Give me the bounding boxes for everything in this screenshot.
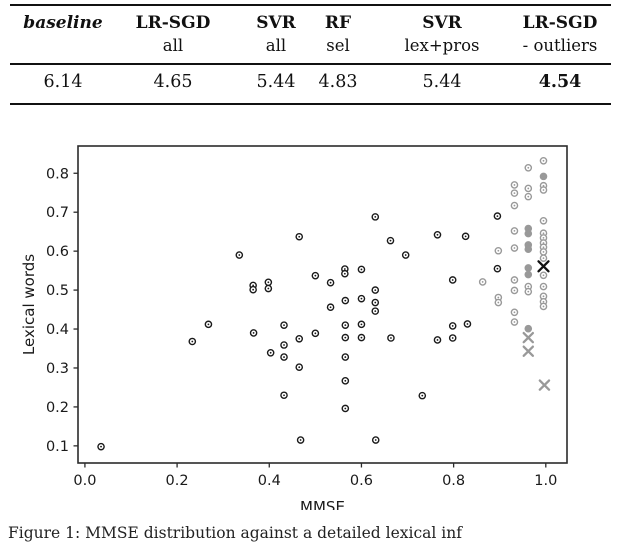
table-header-lr-sgd-outliers xyxy=(523,12,598,57)
gray-circles-marker-dot xyxy=(543,237,545,239)
gray-circles-marker-dot xyxy=(514,192,516,194)
black-circles-marker-dot xyxy=(405,254,407,256)
gray-x-marker xyxy=(540,381,549,390)
black-circles-marker-dot xyxy=(344,356,346,358)
black-circles-marker-dot xyxy=(452,279,454,281)
gray-circles-marker-dot xyxy=(543,232,545,234)
gray-circles-marker-dot xyxy=(543,160,545,162)
header-line1: SVR xyxy=(422,13,462,33)
header-line1: baseline xyxy=(23,13,103,33)
black-circles-marker-dot xyxy=(467,323,469,325)
plot-spines xyxy=(78,146,567,463)
figure-caption: Figure 1: MMSE distribution against a detailed lexical inf xyxy=(8,524,462,542)
gray-circles-marker xyxy=(525,246,531,252)
black-circles-marker-dot xyxy=(497,215,499,217)
gray-circles-marker-dot xyxy=(514,279,516,281)
black-circles-marker-dot xyxy=(344,268,346,270)
black-circles-marker-dot xyxy=(344,324,346,326)
header-line1: LR-SGD xyxy=(522,13,598,33)
gray-circles-marker-dot xyxy=(543,251,545,253)
black-circles-marker-dot xyxy=(283,394,285,396)
black-circles-marker-dot xyxy=(375,439,377,441)
black-circles-marker-dot xyxy=(314,332,316,334)
scatter-plot xyxy=(0,130,618,510)
black-circles-marker-dot xyxy=(374,289,376,291)
table-value-0: 6.14 xyxy=(43,72,83,92)
black-circles-marker-dot xyxy=(344,408,346,410)
table-value-1: 4.65 xyxy=(153,72,193,92)
gray-circles-marker-dot xyxy=(497,302,499,304)
gray-circles-marker-dot xyxy=(514,184,516,186)
table-header-baseline xyxy=(23,12,102,35)
y-tick-label: 0.7 xyxy=(45,205,69,222)
black-circles-marker-dot xyxy=(452,325,454,327)
black-circles-marker-dot xyxy=(344,337,346,339)
header-line2: - outliers xyxy=(522,35,598,55)
black-circles-marker-dot xyxy=(374,302,376,304)
y-tick-label: 0.5 xyxy=(45,283,69,300)
table-value-3: 4.83 xyxy=(318,72,358,92)
table-header-lr-sgd-all xyxy=(136,12,211,57)
header-line1: LR-SGD xyxy=(135,13,211,33)
table-value-5: 4.54 xyxy=(538,72,582,92)
header-line2: all xyxy=(162,35,184,55)
black-circles-marker-dot xyxy=(300,439,302,441)
gray-circles-marker-dot xyxy=(514,205,516,207)
gray-circles-marker xyxy=(525,271,531,277)
black-circles-marker-dot xyxy=(374,216,376,218)
black-x-marker xyxy=(538,261,548,271)
table-header-rf-sel xyxy=(325,12,351,57)
black-circles-marker-dot xyxy=(465,235,467,237)
black-circles-marker-dot xyxy=(374,310,376,312)
black-circles-marker-dot xyxy=(191,341,193,343)
header-line2: lex+pros xyxy=(404,35,480,55)
y-tick-label: 0.1 xyxy=(45,438,69,455)
table-value-2: 5.44 xyxy=(256,72,296,92)
gray-circles-marker xyxy=(525,326,531,332)
results-table xyxy=(0,0,618,112)
gray-circles-marker-dot xyxy=(543,220,545,222)
gray-circles-marker-dot xyxy=(527,286,529,288)
black-circles-marker-dot xyxy=(314,275,316,277)
table-value-4: 5.44 xyxy=(422,72,462,92)
gray-circles-marker-dot xyxy=(543,301,545,303)
y-tick-label: 0.8 xyxy=(45,166,69,183)
gray-circles-marker-dot xyxy=(497,297,499,299)
y-tick-label: 0.6 xyxy=(45,244,69,261)
gray-circles-marker-dot xyxy=(543,257,545,259)
table-header-rule xyxy=(10,63,611,65)
header-line1: RF xyxy=(324,13,352,33)
black-circles-marker-dot xyxy=(344,300,346,302)
gray-circles-marker-dot xyxy=(543,246,545,248)
gray-x-marker xyxy=(524,347,533,356)
gray-x-marker xyxy=(524,333,533,342)
x-tick-label: 0.8 xyxy=(442,473,466,489)
gray-circles-marker-dot xyxy=(497,250,499,252)
gray-circles-marker-dot xyxy=(514,247,516,249)
gray-circles-marker xyxy=(525,231,531,237)
black-circles-marker-dot xyxy=(344,380,346,382)
gray-circles-marker xyxy=(525,265,531,271)
x-tick-label: 0.6 xyxy=(349,473,373,489)
x-tick-label: 1.0 xyxy=(534,473,558,489)
black-circles-marker-dot xyxy=(361,269,363,271)
header-line2: all xyxy=(265,35,287,55)
gray-circles-marker-dot xyxy=(527,188,529,190)
table-bottom-rule xyxy=(10,103,611,105)
black-circles-marker-dot xyxy=(330,282,332,284)
black-circles-marker-dot xyxy=(267,281,269,283)
gray-circles-marker-dot xyxy=(482,281,484,283)
black-circles-marker-dot xyxy=(252,289,254,291)
black-circles-marker-dot xyxy=(283,324,285,326)
gray-circles-marker-dot xyxy=(514,230,516,232)
gray-circles-marker-dot xyxy=(543,189,545,191)
black-circles-marker-dot xyxy=(298,338,300,340)
gray-circles-marker-dot xyxy=(514,290,516,292)
gray-circles-marker-dot xyxy=(514,321,516,323)
gray-circles-marker-dot xyxy=(527,291,529,293)
black-circles-marker-dot xyxy=(390,240,392,242)
header-line2: sel xyxy=(326,35,350,55)
black-circles-marker-dot xyxy=(253,332,255,334)
table-header-svr-all xyxy=(256,12,296,57)
gray-circles-marker-dot xyxy=(527,167,529,169)
black-circles-marker-dot xyxy=(452,337,454,339)
black-circles-marker-dot xyxy=(100,446,102,448)
gray-circles-marker-dot xyxy=(543,306,545,308)
x-tick-label: 0.0 xyxy=(73,473,97,489)
black-circles-marker-dot xyxy=(437,234,439,236)
table-top-rule xyxy=(10,4,611,6)
table-header-svr-lex-pros xyxy=(404,12,479,57)
black-circles-marker-dot xyxy=(330,306,332,308)
black-circles-marker-dot xyxy=(283,344,285,346)
black-circles-marker-dot xyxy=(298,366,300,368)
scatter-figure xyxy=(0,130,618,510)
black-circles-marker-dot xyxy=(361,323,363,325)
x-axis-label: MMSE xyxy=(300,498,345,510)
gray-circles-marker xyxy=(540,173,546,179)
gray-circles-marker-dot xyxy=(543,274,545,276)
black-circles-marker-dot xyxy=(361,298,363,300)
y-tick-label: 0.2 xyxy=(45,399,69,416)
black-circles-marker-dot xyxy=(270,352,272,354)
black-circles-marker-dot xyxy=(497,268,499,270)
y-tick-label: 0.3 xyxy=(45,360,69,377)
x-tick-label: 0.4 xyxy=(257,473,281,489)
black-circles-marker-dot xyxy=(267,288,269,290)
gray-circles-marker-dot xyxy=(527,196,529,198)
gray-circles-marker-dot xyxy=(543,295,545,297)
header-line1: SVR xyxy=(256,13,296,33)
black-circles-marker-dot xyxy=(361,337,363,339)
y-axis-label: Lexical words xyxy=(20,253,38,356)
black-circles-marker-dot xyxy=(283,356,285,358)
black-circles-marker-dot xyxy=(238,254,240,256)
x-tick-label: 0.2 xyxy=(165,473,189,489)
black-circles-marker-dot xyxy=(298,236,300,238)
black-circles-marker-dot xyxy=(437,339,439,341)
gray-circles-marker-dot xyxy=(543,286,545,288)
gray-circles-marker-dot xyxy=(514,311,516,313)
black-circles-marker-dot xyxy=(208,323,210,325)
black-circles-marker-dot xyxy=(344,273,346,275)
y-tick-label: 0.4 xyxy=(45,322,69,339)
black-circles-marker-dot xyxy=(390,337,392,339)
black-circles-marker-dot xyxy=(421,395,423,397)
